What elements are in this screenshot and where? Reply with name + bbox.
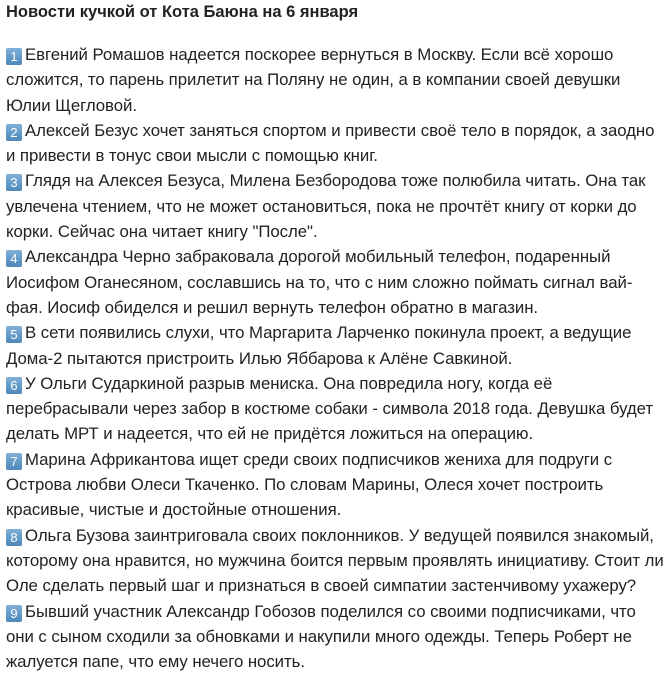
keycap-8-icon: 8	[6, 529, 22, 546]
news-item-7	[6, 447, 666, 523]
news-text: Алексей Безус хочет заняться спортом и привести своё тело в порядок, а заодно и привести в тонус свои мысли с помощью книг.	[6, 120, 655, 166]
keycap-1-icon: 1	[6, 48, 22, 65]
news-text: Марина Африкантова ищет среди своих подписчиков жениха для подруги с Острова любви Олеси Ткаченко. По словам Марины, Олеся хочет построить красивые, чистые и достойные отношения.	[6, 449, 613, 520]
keycap-2-icon: 2	[6, 124, 22, 141]
news-list	[6, 42, 666, 674]
news-text: Бывший участник Александр Гобозов поделился со своими подписчиками, что они с сыном сходили за обновками и накупили много одежды. Теперь Роберт не жалуется папе, что ему нечего носить.	[6, 601, 636, 672]
news-item-9	[6, 599, 666, 675]
article-title: Новости кучкой от Кота Баюна на 6 января	[6, 3, 359, 21]
news-text: Евгений Ромашов надеется поскорее вернуться в Москву. Если всё хорошо сложится, то парень прилетит на Поляну не один, а в компании своей девушки Юлии Щегловой.	[6, 45, 621, 115]
news-item-6	[6, 371, 666, 447]
keycap-5-icon: 5	[6, 326, 22, 343]
news-item-8	[6, 523, 666, 599]
news-text: В сети появились слухи, что Маргарита Ларченко покинула проект, а ведущие Дома-2 пытаются пристроить Илью Яббарова к Алёне Савкиной.	[6, 323, 632, 368]
news-text: У Ольги Сударкиной разрыв мениска. Она повредила ногу, когда её перебрасывали через забор в костюме собаки - символа 2018 года. Девушка будет делать МРТ и надеется, что ей не придётся ложиться на операцию.	[6, 373, 653, 444]
news-text: Ольга Бузова заинтриговала своих поклонников. У ведущей появился знакомый, которому она нравится, но мужчина боится первым проявлять инициативу. Стоит ли Оле сделать первый шаг и признаться в своей симпатии застенчивому ухажеру?	[6, 525, 664, 596]
keycap-7-icon: 7	[6, 453, 22, 470]
news-item-4	[6, 244, 666, 320]
keycap-4-icon: 4	[6, 250, 22, 267]
news-item-1	[6, 42, 666, 118]
keycap-3-icon: 3	[6, 174, 22, 191]
news-item-2	[6, 118, 666, 169]
news-item-3	[6, 168, 666, 244]
news-text: Глядя на Алексея Безуса, Милена Безбородова тоже полюбила читать. Она так увлечена чтением, что не может остановиться, пока не прочтёт книгу от корки до корки. Сейчас она читает книгу "После".	[6, 171, 646, 242]
keycap-6-icon: 6	[6, 377, 22, 394]
news-item-5	[6, 320, 666, 371]
keycap-9-icon: 9	[6, 605, 22, 622]
news-text: Александра Черно забраковала дорогой мобильный телефон, подаренный Иосифом Оганесяном, сославшись на то, что с ним сложно поймать сигнал вай-фая. Иосиф обиделся и решил вернуть телефон обратно в магазин.	[6, 247, 633, 317]
